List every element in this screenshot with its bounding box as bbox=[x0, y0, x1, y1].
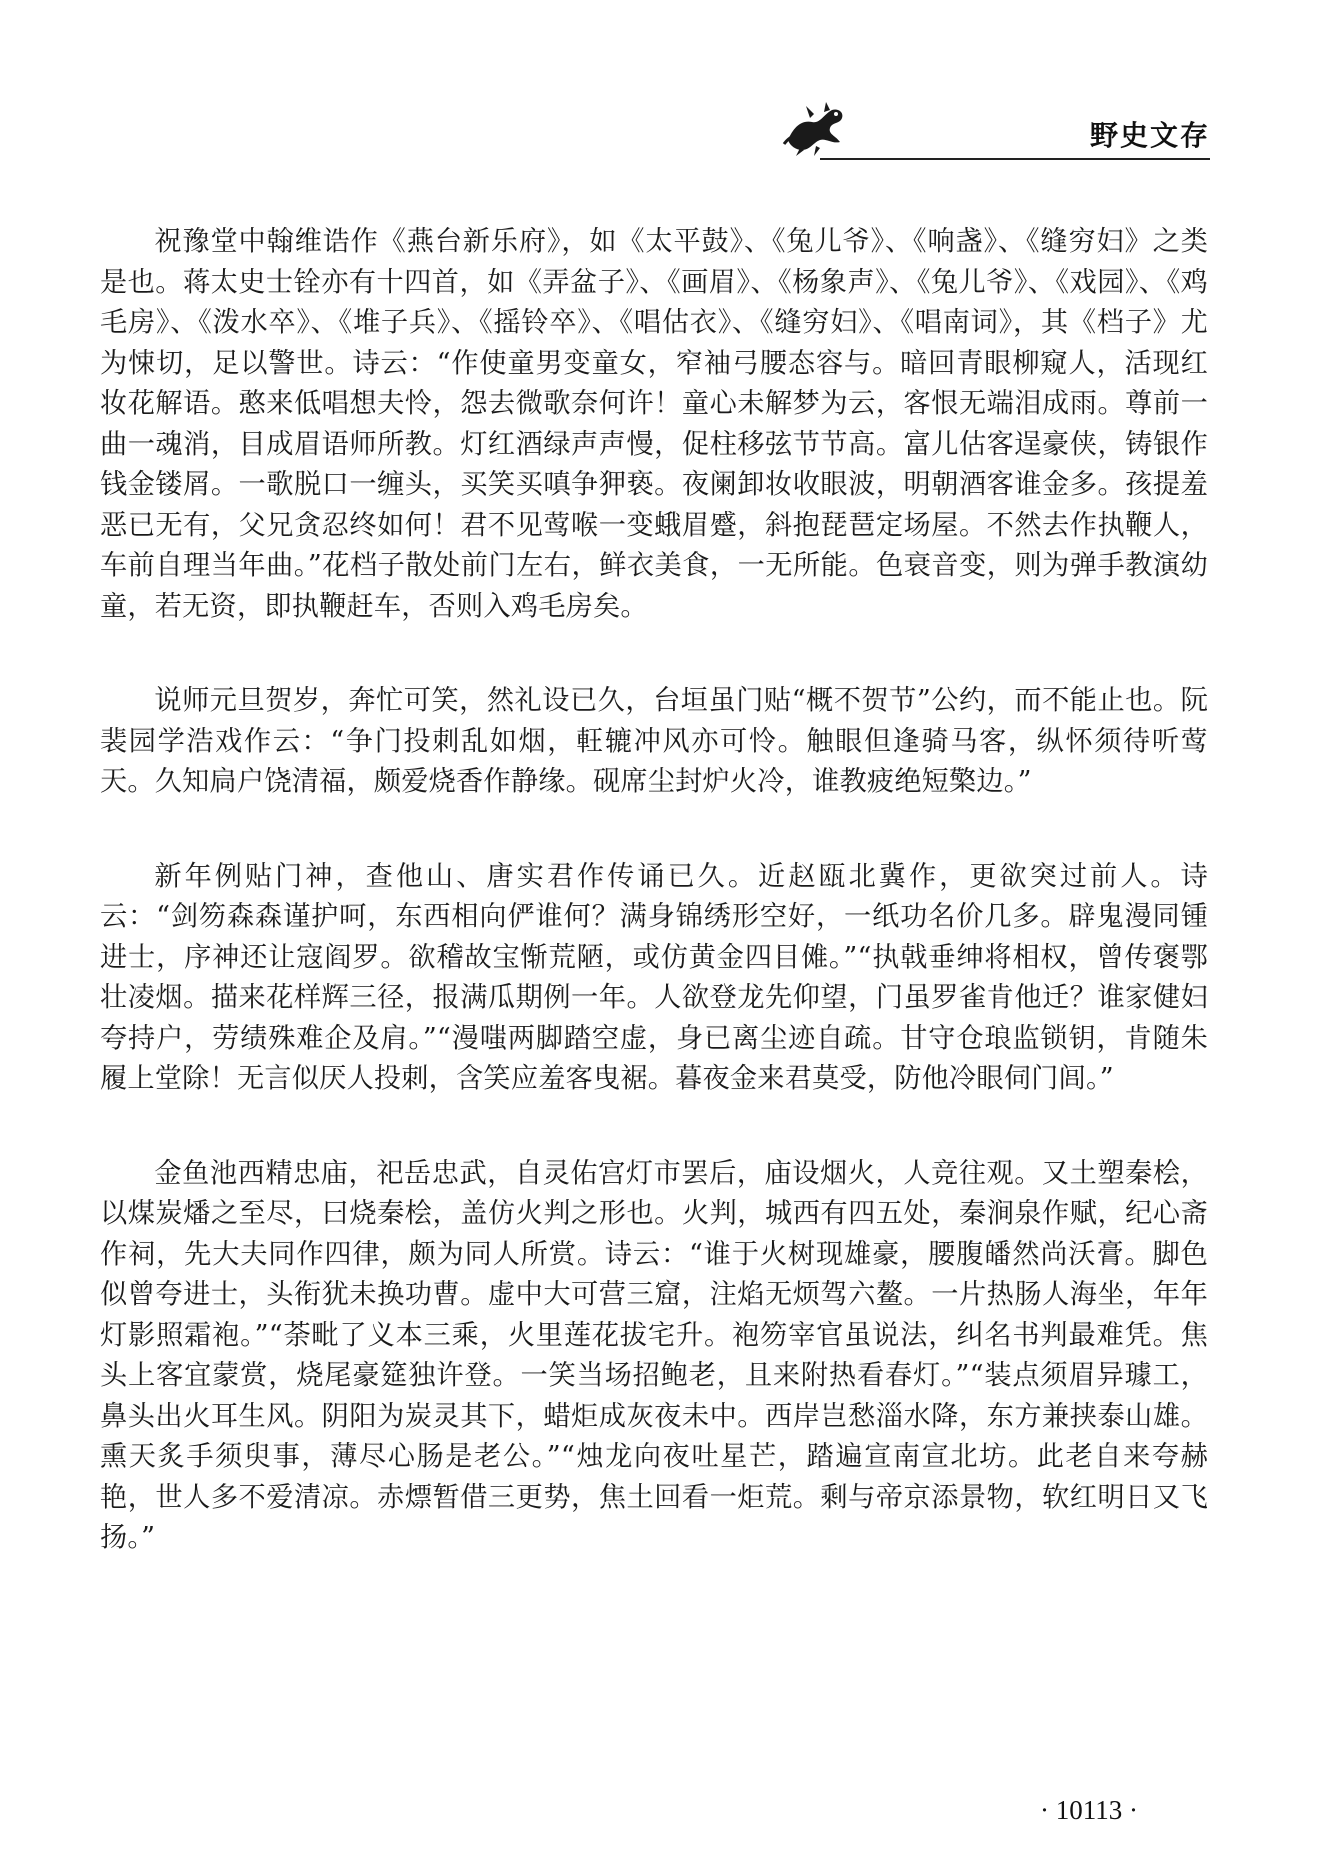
body-text bbox=[100, 222, 1208, 1613]
paragraph: 说师元旦贺岁，奔忙可笑，然礼设已久，台垣虽门贴“概不贺节”公约，而不能止也。阮裴园学浩戏作云：“争门投刺乱如烟，軖辘冲风亦可怜。触眼但逢骑马客，纵怀须待听莺天。久知扃户饶清福，颇爱烧香作静缘。砚席尘封炉火冷，谁教疲绝短檠边。” bbox=[100, 685, 1208, 797]
dragon-icon bbox=[780, 100, 850, 156]
paragraph: 金鱼池西精忠庙，祀岳忠武，自灵佑宫灯市罢后，庙设烟火，人竞往观。又土塑秦桧，以煤炭燔之至尽，曰烧秦桧，盖仿火判之形也。火判，城西有四五处，秦涧泉作赋，纪心斋作祠，先大夫同作四律，颇为同人所赏。诗云：“谁于火树现雄豪，腰腹皤然尚沃膏。脚色似曾夸进士，头衔犹未换功曹。虚中大可营三窟，注焰无烦驾六鳌。一片热肠人海坐，年年灯影照霜袍。”“荼毗了义本三乘，火里莲花拔宅升。袍笏宰官虽说法，纠名书判最难凭。焦头上客宜蒙赏，烧尾豪筵独许登。一笑当场招鲍老，且来附热看春灯。”“装点须眉异璩工，鼻头出火耳生风。阴阳为炭灵其下，蜡炬成灰夜未中。西岸岂愁淄水降，东方兼挟泰山雄。熏天炙手须臾事，薄尽心肠是老公。”“烛龙向夜吐星芒，踏遍宣南宣北坊。此老自来夸赫艳，世人多不爱清凉。赤熛暂借三更势，焦土回看一炬荒。剩与帝京添景物，软红明日又飞扬。” bbox=[100, 1157, 1208, 1553]
paragraph: 新年例贴门神，查他山、唐实君作传诵已久。近赵瓯北冀作，更欲突过前人。诗云：“剑笏森森谨护呵，东西相向俨谁何？满身锦绣形空好，一纸功名价几多。辟鬼漫同锺进士，序神还让寇阎罗。欲稽故宝惭荒陋，或仿黄金四目傩。”“执戟垂绅将相权，曾传褒鄂壮凌烟。描来花样辉三径，报满瓜期例一年。人欲登龙先仰望，门虽罗雀肯他迁？谁家健妇夸持户，劳绩殊难企及肩。”“漫嗤两脚踏空虚，身已离尘迹自疏。甘守仓琅监锁钥，肯随朱履上堂除！无言似厌人投刺，含笑应羞客曳裾。暮夜金来君莫受，防他冷眼伺门闾。” bbox=[100, 860, 1208, 1094]
running-header bbox=[60, 100, 1210, 160]
page-number: · 10113 · bbox=[1040, 1795, 1138, 1825]
paragraph: 祝豫堂中翰维诰作《燕台新乐府》，如《太平鼓》、《兔儿爷》、《响盏》、《缝穷妇》之类是也。蒋太史士铨亦有十四首，如《弄盆子》、《画眉》、《杨象声》、《兔儿爷》、《戏园》、《鸡毛房》、《泼水卒》、《堆子兵》、《摇铃卒》、《唱估衣》、《缝穷妇》、《唱南词》，其《档子》尤为悚切，足以警世。诗云：“作使童男变童女，窄袖弓腰态容与。暗回青眼柳窥人，活现红妆花解语。憨来低唱想夫怜，怨去微歌奈何许！童心未解梦为云，客恨无端泪成雨。尊前一曲一魂消，目成眉语师所教。灯红酒绿声声慢，促柱移弦节节高。富儿估客逞豪侠，铸银作钱金镂屑。一歌脱口一缠头，买笑买嗔争狎亵。夜阑卸妆收眼波，明朝酒客谁金多。孩提羞恶已无有，父兄贪忍终如何！君不见莺喉一变蛾眉蹙，斜抱琵琶定场屋。不然去作执鞭人，车前自理当年曲。”花档子散处前门左右，鲜衣美食，一无所能。色衰音变，则为弹手教演幼童，若无资，即执鞭赶车，否则入鸡毛房矣。 bbox=[100, 226, 1208, 622]
series-title: 野史文存 bbox=[1089, 119, 1210, 152]
header-rule bbox=[820, 158, 1210, 160]
